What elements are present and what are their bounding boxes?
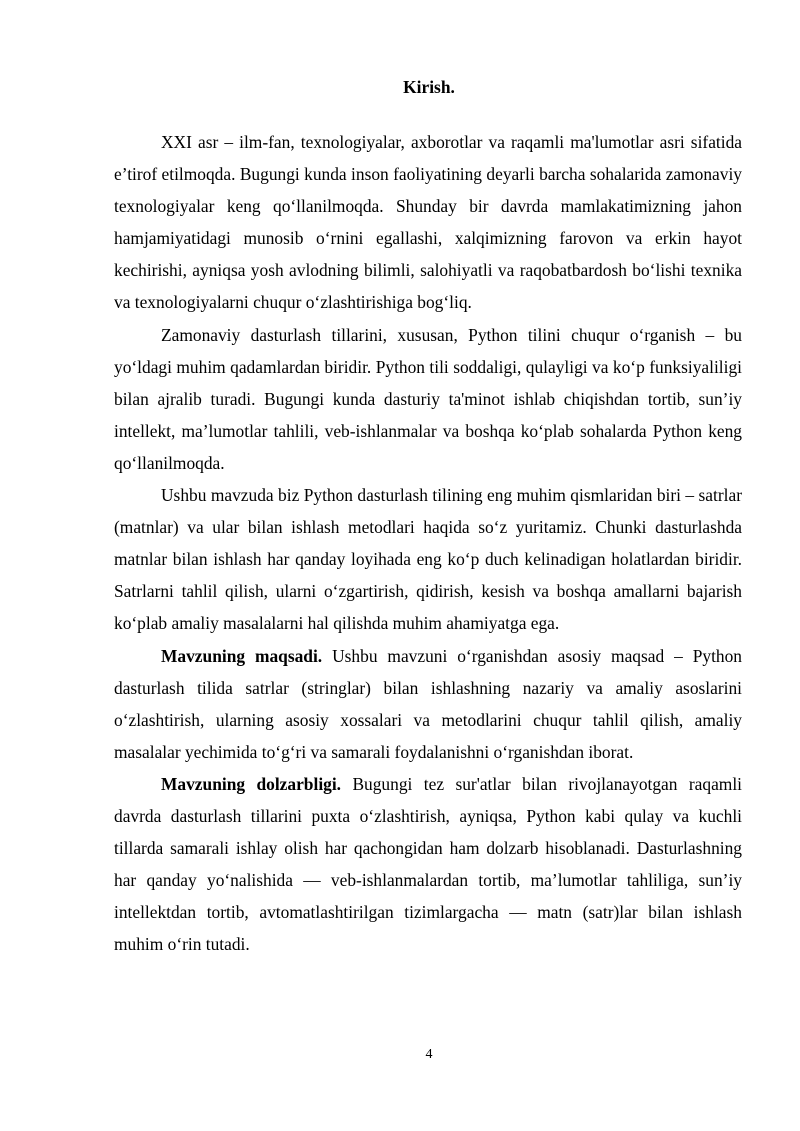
paragraph-text: Bugungi tez sur'atlar bilan rivojlanayotgan raqamli davrda dasturlash tillarini puxta o‘zlashtirish, ayniqsa, Python kabi qulay va kuchli tillarda samarali ishlay olish har qachongidan ham dolzarb hisoblanadi. Dasturlashning har qanday yo‘nalishida — veb-ishlanmalardan tortib, ma’lumotlar tahliliga, sun’iy intellektdan tortib, avtomatlashtirilgan tizimlargacha — matn (satr)lar bilan ishlash muhim o‘rin tutadi.: [114, 773, 742, 955]
paragraph-python: [114, 319, 742, 479]
paragraph-text: Ushbu mavzuni o‘rganishdan asosiy maqsad – Python dasturlash tilida satrlar (stringlar) bilan ishlashning nazariy va amaliy asoslarini o‘zlashtirish, ularning asosiy xossalari va metodlarini chuqur tahlil qilish, amaliy masalalar yechimida to‘g‘ri va samarali foydalanishni o‘rganishdan iborat.: [114, 645, 742, 762]
paragraph-lead: Mavzuning maqsadi.: [161, 645, 323, 666]
paragraph-intro: [114, 126, 742, 319]
body-text: [114, 126, 742, 960]
paragraph-text: Zamonaviy dasturlash tillarini, xususan, Python tilini chuqur o‘rganish – bu yo‘ldagi muhim qadamlardan biridir. Python tili soddaligi, qulayligi va ko‘p funksiyaliligi bilan ajralib turadi. Bugungi kunda dasturiy ta'minot ishlab chiqishdan tortib, sun’iy intellekt, ma’lumotlar tahlili, veb-ishlanmalar va boshqa ko‘plab sohalarda Python keng qo‘llanilmoqda.: [114, 324, 742, 473]
paragraph-text: XXI asr – ilm-fan, texnologiyalar, axborotlar va raqamli ma'lumotlar asri sifatida e’tirof etilmoqda. Bugungi kunda inson faoliyatining deyarli barcha sohalarida zamonaviy texnologiyalar keng qo‘llanilmoqda. Shunday bir davrda mamlakatimizning jahon hamjamiyatidagi munosib o‘rnini egallashi, xalqimizning farovon va erkin hayot kechirishi, ayniqsa yosh avlodning bilimli, salohiyatli va raqobatbardosh bo‘lishi texnika va texnologiyalarni chuqur o‘zlashtirishiga bog‘liq.: [114, 132, 742, 313]
paragraph-relevance: [114, 768, 742, 961]
paragraph-text: Ushbu mavzuda biz Python dasturlash tilining eng muhim qismlaridan biri – satrlar (matnlar) va ular bilan ishlash metodlari haqida so‘z yuritamiz. Chunki dasturlashda matnlar bilan ishlash har qanday loyihada eng ko‘p duch kelinadigan holatlardan biridir. Satrlarni tahlil qilish, ularni o‘zgartirish, qidirish, kesish va boshqa amallarni bajarish ko‘plab amaliy masalalarni hal qilishda muhim ahamiyatga ega.: [114, 485, 742, 634]
page-number: 4: [425, 1047, 433, 1062]
paragraph-strings: [114, 479, 742, 639]
paragraph-goal: [114, 640, 742, 768]
section-title: Kirish.: [403, 77, 455, 97]
paragraph-lead: Mavzuning dolzarbligi.: [161, 773, 342, 794]
